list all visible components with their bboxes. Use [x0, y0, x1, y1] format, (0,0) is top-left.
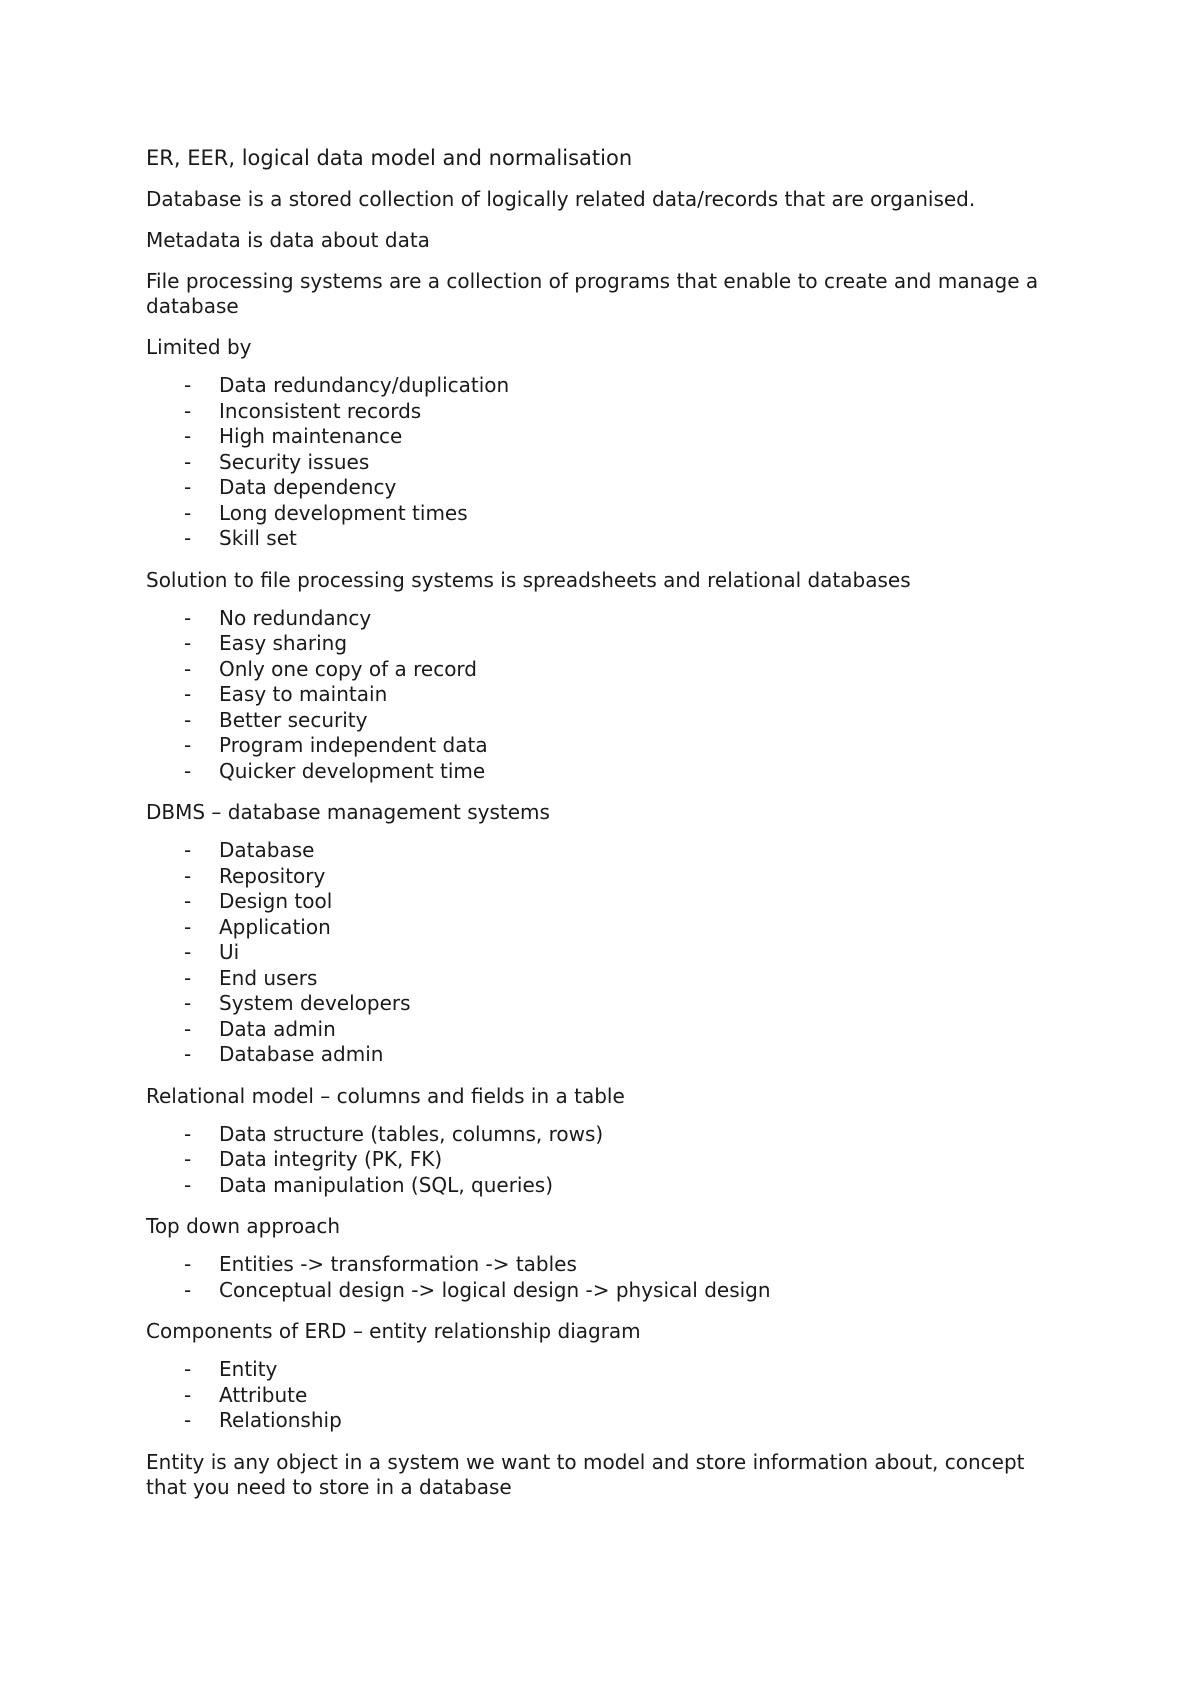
list-item: - Data redundancy/duplication: [146, 373, 1066, 399]
erd-components-list: [146, 1357, 1066, 1434]
dbms-heading: DBMS – database management systems: [146, 800, 550, 824]
erd-heading: Components of ERD – entity relationship diagram: [146, 1319, 641, 1343]
solution-heading: Solution to file processing systems is spreadsheets and relational databases: [146, 567, 911, 592]
list-item: - System developers: [146, 991, 1066, 1017]
relational-model-list: [146, 1122, 1066, 1199]
list-item: - Better security: [146, 708, 1066, 734]
list-item: - Easy to maintain: [146, 682, 1066, 708]
list-item: - Entity: [146, 1357, 1066, 1383]
list-item: - Long development times: [146, 501, 1066, 527]
list-item: - Only one copy of a record: [146, 657, 1066, 683]
entity-definition: Entity is any object in a system we want to model and store information about, concept that you need to store in a database: [146, 1449, 1025, 1499]
database-definition: Database is a stored collection of logically related data/records that are organised.: [146, 187, 976, 211]
list-item: - Quicker development time: [146, 759, 1066, 785]
limited-by-heading: Limited by: [146, 335, 252, 359]
list-item: - Easy sharing: [146, 631, 1066, 657]
top-down-list: [146, 1252, 1066, 1303]
list-item: - End users: [146, 966, 1066, 992]
dbms-list: [146, 838, 1066, 1068]
list-item: - Relationship: [146, 1408, 1066, 1434]
list-item: - Database: [146, 838, 1066, 864]
list-item: - Skill set: [146, 526, 1066, 552]
file-processing-definition: File processing systems are a collection of programs that enable to create and manage a database: [146, 269, 1039, 318]
list-item: - Design tool: [146, 889, 1066, 915]
list-item: - Database admin: [146, 1042, 1066, 1068]
list-item: - High maintenance: [146, 424, 1066, 450]
list-item: - Data structure (tables, columns, rows): [146, 1122, 1066, 1148]
list-item: - Security issues: [146, 450, 1066, 476]
relational-model-heading: Relational model – columns and fields in a table: [146, 1083, 625, 1108]
list-item: - Attribute: [146, 1383, 1066, 1409]
document-page: [146, 145, 1066, 1516]
document-title: ER, EER, logical data model and normalisation: [146, 146, 633, 170]
list-item: - Ui: [146, 940, 1066, 966]
list-item: - Data admin: [146, 1017, 1066, 1043]
list-item: - Application: [146, 915, 1066, 941]
list-item: - Data integrity (PK, FK): [146, 1147, 1066, 1173]
metadata-definition: Metadata is data about data: [146, 228, 430, 252]
solution-list: [146, 606, 1066, 785]
top-down-heading: Top down approach: [146, 1214, 341, 1238]
list-item: - No redundancy: [146, 606, 1066, 632]
list-item: - Conceptual design -> logical design -> physical design: [146, 1278, 1066, 1304]
list-item: - Repository: [146, 864, 1066, 890]
list-item: - Entities -> transformation -> tables: [146, 1252, 1066, 1278]
list-item: - Data manipulation (SQL, queries): [146, 1173, 1066, 1199]
limited-by-list: [146, 373, 1066, 552]
list-item: - Inconsistent records: [146, 399, 1066, 425]
list-item: - Program independent data: [146, 733, 1066, 759]
list-item: - Data dependency: [146, 475, 1066, 501]
